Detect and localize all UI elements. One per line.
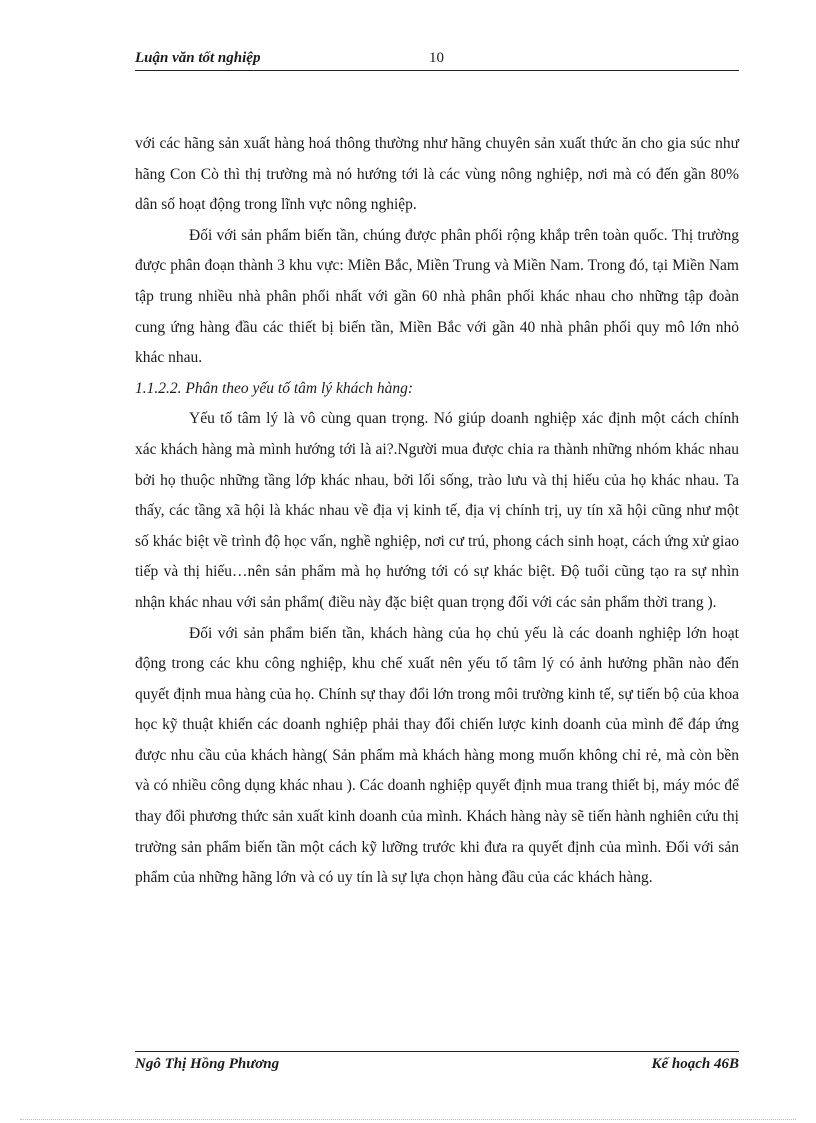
page-footer	[135, 1051, 739, 1076]
class-name: Kế hoạch 46B	[651, 1056, 739, 1072]
page-number: 10	[429, 50, 444, 66]
paragraph-distribution: Đối với sản phẩm biến tần, chúng được phân phối rộng khắp trên toàn quốc. Thị trường được phân đoạn thành 3 khu vực: Miền Bắc, Miền Trung và Miền Nam. Trong đó, tại Miền Nam tập trung nhiều nhà phân phối nhất với gần 60 nhà phân phối khác nhau cho những tập đoàn cung ứng hàng đầu các thiết bị biến tần, Miền Bắc với gần 40 nhà phân phối quy mô lớn nhỏ khác nhau.	[135, 226, 739, 367]
paragraph-psychology: Yếu tố tâm lý là vô cùng quan trọng. Nó giúp doanh nghiệp xác định một cách chính xác khách hàng mà mình hướng tới là ai?.Người mua được chia ra thành những nhóm khác nhau bởi họ thuộc những tầng lớp khác nhau, bởi lối sống, trào lưu và thị hiếu của họ khác nhau. Ta thấy, các tầng xã hội là khác nhau về địa vị kinh tế, địa vị chính trị, uy tín xã hội cũng như một số khác biệt về trình độ học vấn, nghề nghiệp, nơi cư trú, phong cách sinh hoạt, cách ứng xử giao tiếp và thị hiếu…nên sản phẩm mà họ hướng tới có sự khác biệt. Độ tuổi cũng tạo ra sự nhìn nhận khác nhau với sản phẩm( điều này đặc biệt quan trọng đối với các sản phẩm thời trang ).	[135, 410, 739, 611]
page-header	[135, 48, 739, 71]
document-body	[135, 129, 739, 894]
paragraph-continuation: với các hãng sản xuất hàng hoá thông thường như hãng chuyên sản xuất thức ăn cho gia súc như hãng Con Cò thì thị trường mà nó hướng tới là các vùng nông nghiệp, nơi mà có đến gần 80% dân số hoạt động trong lĩnh vực nông nghiệp.	[135, 135, 739, 214]
author-name: Ngô Thị Hồng Phương	[135, 1056, 280, 1072]
document-title: Luận văn tốt nghiệp	[135, 50, 261, 66]
page-edge-divider	[20, 1119, 796, 1120]
paragraph-customers: Đối với sản phẩm biến tần, khách hàng của họ chủ yếu là các doanh nghiệp lớn hoạt động trong các khu công nghiệp, khu chế xuất nên yếu tố tâm lý có ảnh hưởng phần nào đến quyết định mua hàng của họ. Chính sự thay đổi lớn trong môi trường kinh tế, sự tiến bộ của khoa học kỹ thuật khiến các doanh nghiệp phải thay đổi chiến lược kinh doanh của mình để đáp ứng được nhu cầu của khách hàng( Sản phẩm mà khách hàng mong muốn không chỉ rẻ, mà còn bền và có nhiều công dụng khác nhau ). Các doanh nghiệp quyết định mua trang thiết bị, máy móc để thay đổi phương thức sản xuất kinh doanh của mình. Khách hàng này sẽ tiến hành nghiên cứu thị trường sản phẩm biến tần một cách kỹ lưỡng trước khi đưa ra quyết định của mình. Đối với sản phẩm của những hãng lớn và có uy tín là sự lựa chọn hàng đầu của các khách hàng.	[135, 624, 739, 887]
section-heading: 1.1.2.2. Phân theo yếu tố tâm lý khách hàng:	[135, 379, 414, 397]
